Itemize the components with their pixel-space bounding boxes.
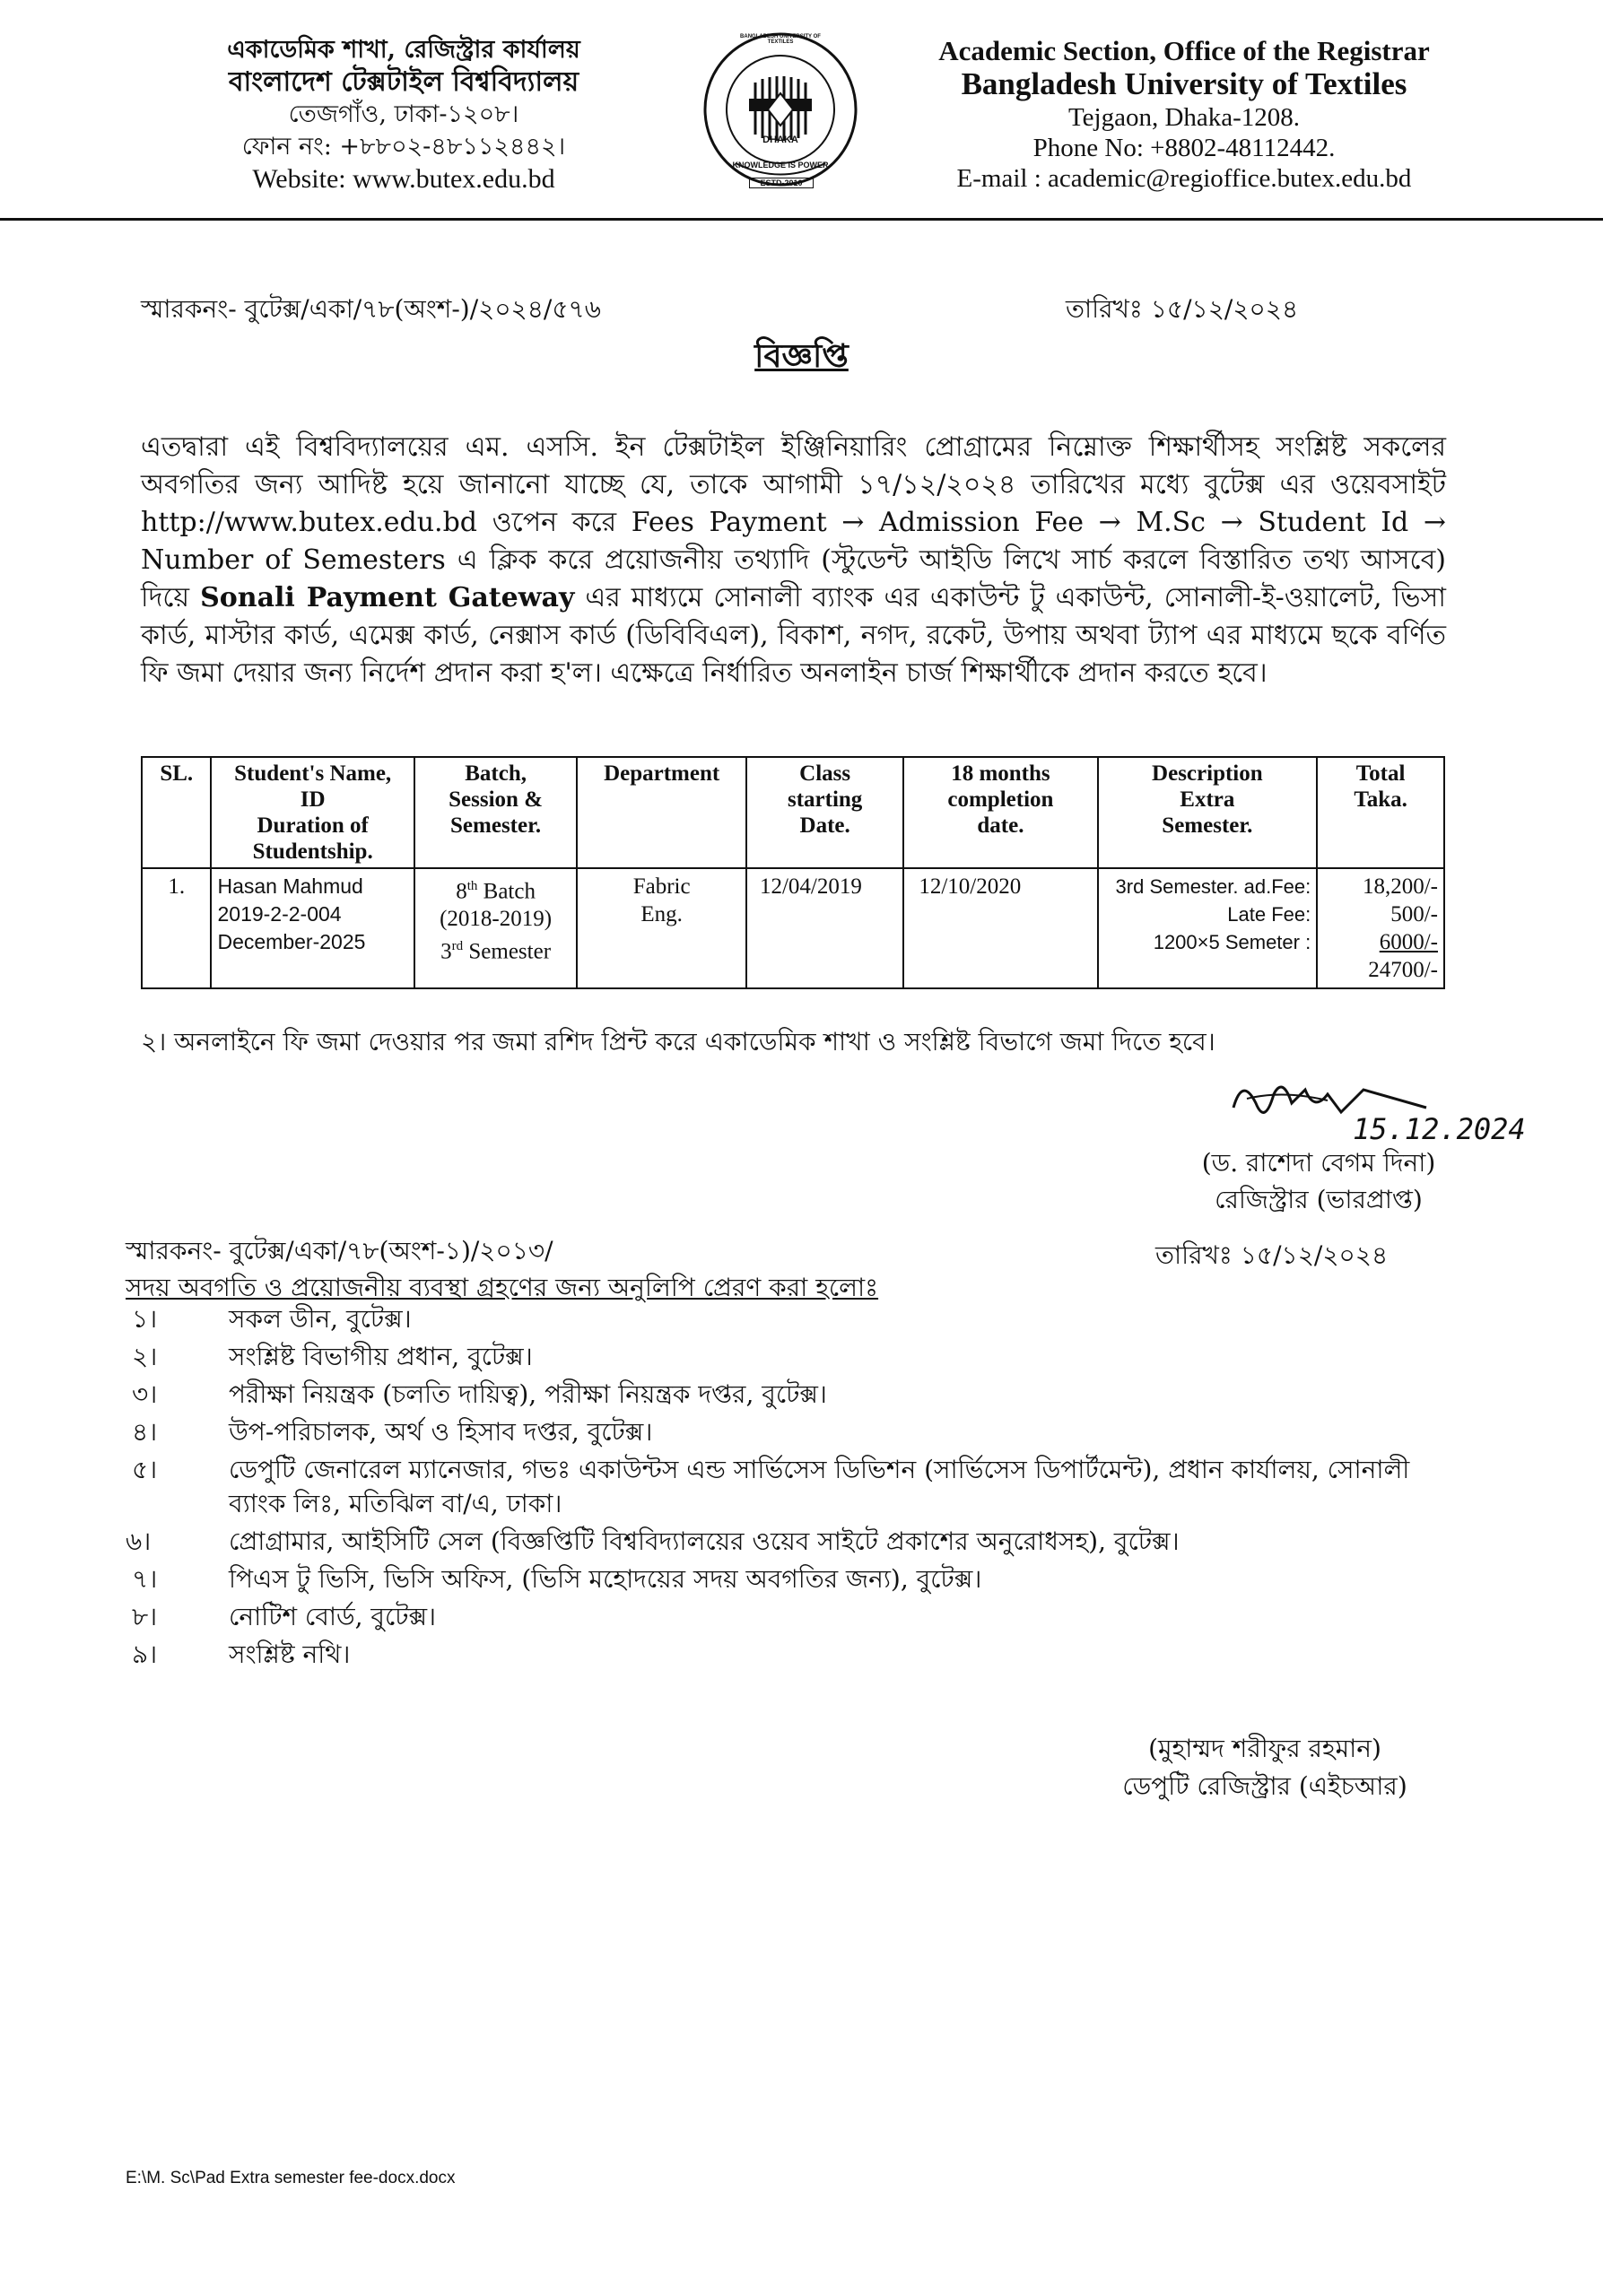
office-name-bn: একাডেমিক শাখা, রেজিস্ট্রার কার্যালয়: [227, 36, 580, 64]
table-header-row: [142, 757, 1444, 868]
university-name-bn: বাংলাদেশ টেক্সটাইল বিশ্ববিদ্যালয়: [228, 66, 579, 98]
seal-emblem-icon: [700, 29, 861, 195]
memo2-date: তারিখঃ ১৫/১২/২০২৪: [1155, 1240, 1389, 1270]
cell-batch: 8th Batch (2018-2019) 3rd Semester: [414, 868, 578, 988]
deputy-registrar-title: ডেপুটি রেজিস্ট্রার (এইচআর): [1122, 1771, 1407, 1801]
col-sl: SL.: [142, 757, 211, 868]
copy-intro: সদয় অবগতি ও প্রয়োজনীয় ব্যবস্থা গ্রহণের জন্য অনুলিপি প্রেরণ করা হলোঃ: [126, 1273, 879, 1302]
seal-top-text: BANGLADESH UNIVERSITY OF TEXTILES: [740, 34, 821, 45]
table-row: [142, 868, 1444, 988]
col-class-start: Class starting Date.: [746, 757, 903, 868]
address-en: Tejgaon, Dhaka-1208.: [1067, 103, 1301, 132]
handwritten-date: 15.12.2024: [1353, 1112, 1526, 1146]
memo2-reference: স্মারকনং- বুটেক্স/একা/৭৮(অংশ-১)/২০১৩/: [126, 1236, 553, 1265]
cell-student: Hasan Mahmud 2019-2-2-004 December-2025: [211, 868, 414, 988]
university-name-en: Bangladesh University of Textiles: [961, 66, 1407, 101]
memo-date: তারিখঃ ১৫/১২/২০২৪: [1066, 294, 1299, 324]
letterhead-english: [906, 36, 1462, 194]
notice-body-part1: এতদ্বারা এই বিশ্ববিদ্যালয়ের এম. এসসি. ইন টেক্সটাইল ইঞ্জিনিয়ারিং প্রোগ্রামের নিম্নোক্ত শিক্ষার্থীসহ সংশ্লিষ্ট সকলের অবগতির জন্য আদিষ্ট হয়ে জানানো যাচ্ছে যে, তাকে আগামী ১৭/১২/২০২৪ তারিখের মধ্যে বুটেক্স এর ওয়েবসাইট http://www.butex.edu.bd ওপেন করে Fees Payment → Admission Fee → M.Sc → Student Id → Number of Semesters এ ক্লিক করে প্রয়োজনীয় তথ্যাদি (স্টুডেন্ট আইডি লিখে সার্চ করলে বিস্তারিত তথ্য আসবে) দিয়ে: [141, 431, 1446, 613]
header-divider: [0, 218, 1603, 221]
payment-gateway-name: Sonali Payment Gateway: [200, 582, 575, 613]
col-student: Student's Name, ID Duration of Studentship.: [211, 757, 414, 868]
website: Website: www.butex.edu.bd: [252, 164, 555, 194]
registrar-name: (ড. রাশেদা বেগম দিনা): [1201, 1148, 1436, 1178]
seal-estd: ESTD-2010: [749, 178, 814, 188]
footer-file-path: E:\M. Sc\Pad Extra semester fee-docx.docx: [126, 2169, 456, 2187]
seal-motto: KNOWLEDGE IS POWER: [732, 161, 829, 170]
cell-description: 3rd Semester. ad.Fee: Late Fee: 1200×5 Semeter :: [1098, 868, 1318, 988]
registrar-title: রেজিস্ট্রার (ভারপ্রাপ্ত): [1215, 1185, 1423, 1214]
cell-class-start: 12/04/2019: [746, 868, 903, 988]
col-description: Description Extra Semester.: [1098, 757, 1318, 868]
cell-department: Fabric Eng.: [577, 868, 746, 988]
cell-completion: 12/10/2020: [903, 868, 1097, 988]
col-completion: 18 months completion date.: [903, 757, 1097, 868]
address-bn: তেজগাঁও, ঢাকা-১২০৮।: [288, 100, 519, 128]
fee-table: [141, 756, 1445, 989]
instruction-point-2: ২। অনলাইনে ফি জমা দেওয়ার পর জমা রশিদ প্রিন্ট করে একাডেমিক শাখা ও সংশ্লিষ্ট বিভাগে জমা দিতে হবে।: [141, 1027, 1215, 1057]
notice-title: বিজ্ঞপ্তি: [754, 337, 849, 375]
cell-total: 18,200/- 500/- 6000/- 24700/-: [1317, 868, 1444, 988]
memo-reference: স্মারকনং- বুটেক্স/একা/৭৮(অংশ-)/২০২৪/৫৭৬: [141, 294, 601, 324]
phone-en: Phone No: +8802-48112442.: [1032, 134, 1336, 162]
university-seal: [700, 29, 861, 195]
col-total: Total Taka.: [1317, 757, 1444, 868]
deputy-registrar-name: (মুহাম্মদ শরীফুর রহমান): [1148, 1734, 1381, 1763]
notice-body: [141, 429, 1446, 692]
cell-sl: 1.: [142, 868, 211, 988]
office-name-en: Academic Section, Office of the Registrar: [938, 35, 1430, 66]
phone-bn: ফোন নং: +৮৮০২-৪৮১১২৪৪২।: [241, 133, 566, 161]
col-department: Department: [577, 757, 746, 868]
letterhead-bangla: [170, 34, 637, 196]
notice-body-part2: এর মাধ্যমে সোনালী ব্যাংক এর একাউন্ট টু একাউন্ট, সোনালী-ই-ওয়ালেট, ভিসা কার্ড, মাস্টার কার্ড, এমেক্স কার্ড, নেক্সাস কার্ড (ডিবিবিএল), বিকাশ, নগদ, রকেট, উপায় অথবা ট্যাপ এর মাধ্যমে ছকে বর্ণিত ফি জমা দেয়ার জন্য নির্দেশ প্রদান করা হ'ল। এক্ষেত্রে নির্ধারিত অনলাইন চার্জ শিক্ষার্থীকে প্রদান করতে হবে।: [141, 582, 1446, 689]
email-en: E-mail : academic@regioffice.butex.edu.bd: [956, 164, 1412, 193]
col-batch: Batch, Session & Semester.: [414, 757, 578, 868]
seal-city: DHAKA: [762, 135, 798, 145]
